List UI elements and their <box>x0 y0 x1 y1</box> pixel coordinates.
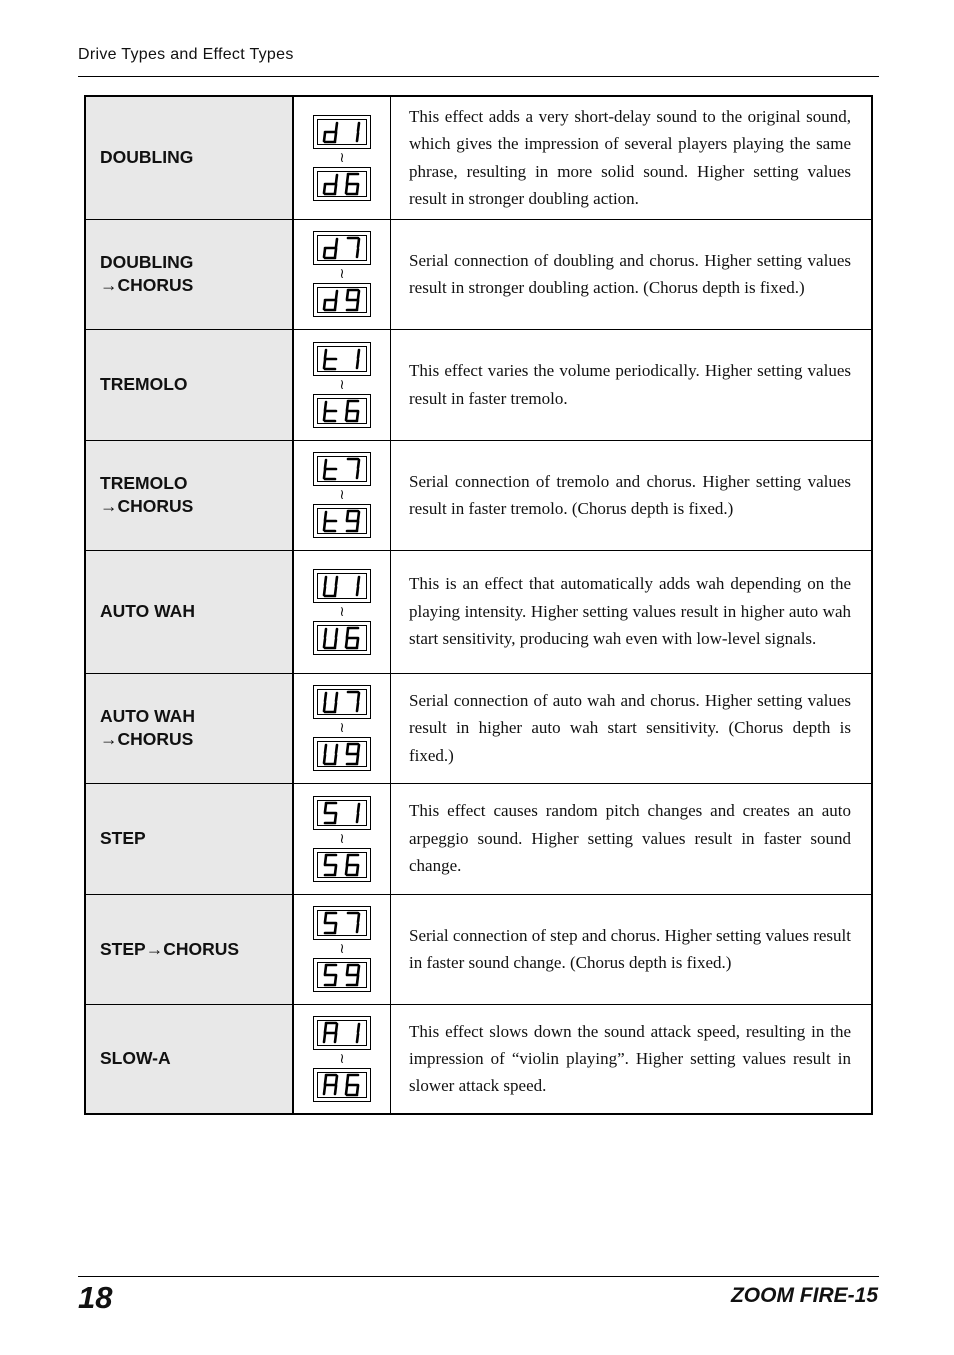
effect-name <box>85 673 293 783</box>
header-divider <box>78 76 879 77</box>
segment-digits-icon <box>319 399 365 423</box>
display-range <box>293 783 391 894</box>
effect-description: This is an effect that automatically adds wah depending on the playing intensity. Higher setting values result in higher auto wah start sensitivity, producing wah even with low-level signals. <box>391 550 873 673</box>
effect-row <box>85 1004 872 1114</box>
effect-description: This effect causes random pitch changes and creates an auto arpeggio sound. Higher setting values result in faster sound change. <box>391 783 873 894</box>
effect-row <box>85 673 872 783</box>
effect-description: Serial connection of tremolo and chorus. Higher setting values result in faster tremolo. (Chorus depth is fixed.) <box>391 440 873 550</box>
display-start-code <box>313 796 371 830</box>
effect-name <box>85 96 293 219</box>
display-range <box>293 329 391 440</box>
display-range <box>293 894 391 1004</box>
footer-divider <box>78 1276 879 1277</box>
range-symbol: ≀ <box>339 376 345 393</box>
range-symbol: ≀ <box>339 487 345 503</box>
effect-row <box>85 550 872 673</box>
display-start-code <box>313 685 371 719</box>
effect-description: Serial connection of step and chorus. Higher setting values result in faster sound change. (Chorus depth is fixed.) <box>391 894 873 1004</box>
display-start-code <box>313 569 371 603</box>
segment-digits-icon <box>319 509 365 533</box>
segment-digits-icon <box>319 742 365 766</box>
page-number: 18 <box>78 1280 113 1315</box>
display-range <box>293 96 391 219</box>
segment-digits-icon <box>319 963 365 987</box>
effect-name-line: STEP→CHORUS <box>100 938 240 959</box>
effect-name-line: DOUBLING <box>100 147 194 168</box>
range-symbol: ≀ <box>339 149 345 166</box>
display-end-code <box>313 1068 371 1102</box>
effect-description: Serial connection of auto wah and chorus. Higher setting values result in higher auto wah start sensitivity. (Chorus depth is fixed.) <box>391 673 873 783</box>
effect-description: This effect slows down the sound attack speed, resulting in the impression of “violin playing”. Higher setting values result in slower attack speed. <box>391 1004 873 1114</box>
effect-row <box>85 219 872 329</box>
display-start-code <box>313 231 371 265</box>
effect-name <box>85 550 293 673</box>
display-end-code <box>313 504 371 538</box>
display-range <box>293 440 391 550</box>
range-symbol: ≀ <box>339 830 345 847</box>
effect-name <box>85 440 293 550</box>
display-range <box>293 673 391 783</box>
segment-digits-icon <box>319 574 365 598</box>
segment-digits-icon <box>319 853 365 877</box>
effect-name-line: STEP <box>100 828 146 848</box>
range-symbol: ≀ <box>339 941 345 957</box>
effect-description: Serial connection of doubling and chorus. Higher setting values result in stronger doubling action. (Chorus depth is fixed.) <box>391 219 873 329</box>
effect-name-line: →CHORUS <box>100 729 194 749</box>
range-symbol: ≀ <box>339 1050 345 1067</box>
segment-digits-icon <box>319 347 365 371</box>
effect-name-line: TREMOLO <box>100 374 188 394</box>
segment-digits-icon <box>319 801 365 825</box>
product-name: ZOOM FIRE-15 <box>730 1284 878 1307</box>
effect-row <box>85 894 872 1004</box>
segment-digits-icon <box>319 911 365 935</box>
effect-row <box>85 783 872 894</box>
effect-name <box>85 894 293 1004</box>
segment-digits-icon <box>319 288 365 312</box>
display-end-code <box>313 737 371 771</box>
segment-digits-icon <box>319 120 365 144</box>
effect-name-line: →CHORUS <box>100 275 194 295</box>
display-start-code <box>313 1016 371 1050</box>
effect-row <box>85 440 872 550</box>
effect-name-line: TREMOLO <box>100 473 188 493</box>
effect-name-line: SLOW-A <box>100 1048 171 1069</box>
effect-name <box>85 219 293 329</box>
display-end-code <box>313 283 371 317</box>
display-end-code <box>313 621 371 655</box>
effect-description: This effect adds a very short-delay sound to the original sound, which gives the impression of several players playing the same phrase, resulting in more solid sound. Higher setting values result in stronger doubling action. <box>391 96 873 219</box>
display-start-code <box>313 452 371 486</box>
effect-name-line: →CHORUS <box>100 496 194 516</box>
segment-digits-icon <box>319 1021 365 1045</box>
effect-types-table <box>84 95 873 1115</box>
segment-digits-icon <box>319 690 365 714</box>
range-symbol: ≀ <box>339 603 345 620</box>
display-end-code <box>313 958 371 992</box>
range-symbol: ≀ <box>339 720 345 736</box>
effect-name-line: DOUBLING <box>100 252 194 272</box>
effect-name-line: AUTO WAH <box>100 601 195 621</box>
display-start-code <box>313 342 371 376</box>
display-range <box>293 550 391 673</box>
segment-digits-icon <box>319 172 365 196</box>
effect-description: This effect varies the volume periodically. Higher setting values result in faster tremolo. <box>391 329 873 440</box>
display-end-code <box>313 848 371 882</box>
display-range <box>293 219 391 329</box>
segment-digits-icon <box>319 626 365 650</box>
range-symbol: ≀ <box>339 266 345 282</box>
display-end-code <box>313 167 371 201</box>
segment-digits-icon <box>319 236 365 260</box>
display-range <box>293 1004 391 1114</box>
effect-name <box>85 1004 293 1114</box>
effect-row <box>85 96 872 219</box>
effect-row <box>85 329 872 440</box>
segment-digits-icon <box>319 457 365 481</box>
effect-name <box>85 783 293 894</box>
effect-name-line: AUTO WAH <box>100 706 195 726</box>
display-start-code <box>313 906 371 940</box>
page-header-title: Drive Types and Effect Types <box>78 46 294 63</box>
effect-name <box>85 329 293 440</box>
display-end-code <box>313 394 371 428</box>
segment-digits-icon <box>319 1073 365 1097</box>
display-start-code <box>313 115 371 149</box>
